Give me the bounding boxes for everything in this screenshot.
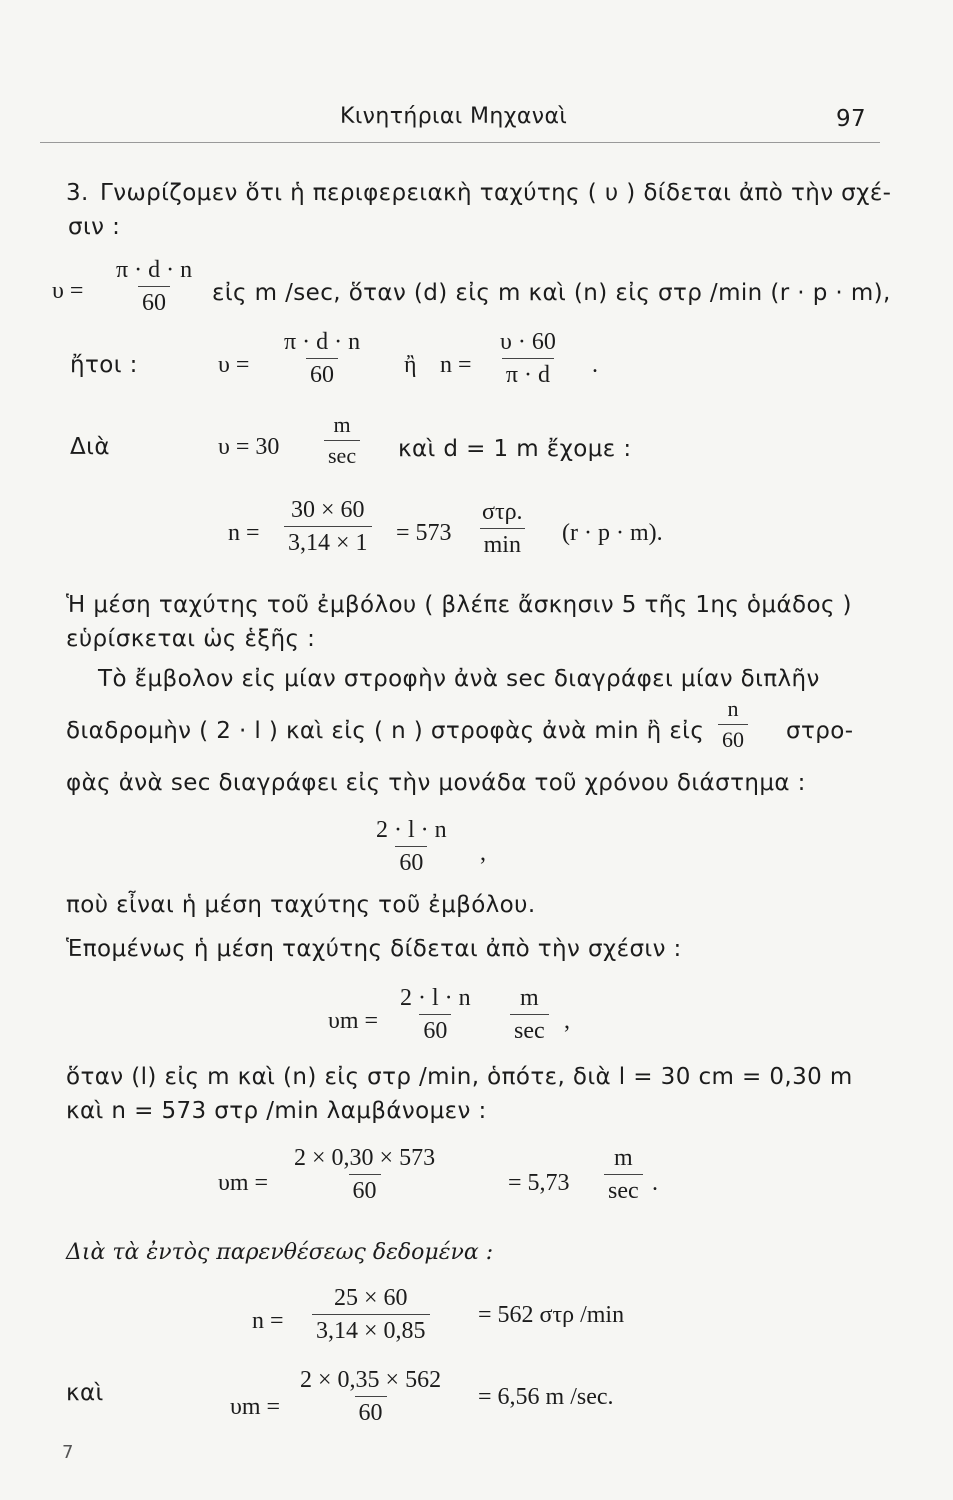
paragraph-line: εὑρίσκεται ὡς ἑξῆς : (66, 626, 316, 652)
fraction-numerator: m (333, 412, 351, 437)
paragraph-line: καὶ n = 573 στρ /min λαμβάνομεν : (66, 1098, 487, 1124)
formula-text: = 6,56 m /sec. (478, 1384, 614, 1410)
formula-text: (r · p · m). (562, 520, 663, 546)
formula-fraction (284, 498, 372, 555)
fraction-numerator: n (727, 696, 739, 721)
formula-text: = 562 στρ /min (478, 1302, 625, 1328)
formula-text: , (564, 1008, 570, 1034)
paragraph-line: Γνωρίζομεν ὅτι ἡ περιφερειακὴ ταχύτης ( υ ) δίδεται ἀπὸ τὴν σχέ- (100, 180, 892, 206)
formula-text: . (592, 352, 598, 378)
item-number: 3. (66, 180, 89, 206)
formula-fraction (296, 1368, 445, 1425)
formula-lhs: υ = 30 (218, 434, 280, 460)
formula-fraction (312, 1286, 430, 1343)
header-rule (40, 142, 880, 143)
formula-fraction (604, 1146, 643, 1203)
formula-text: = 573 (396, 520, 452, 546)
paragraph-line: διαδρομὴν ( 2 · l ) καὶ εἰς ( n ) στροφὰς ἀνὰ min ἢ εἰς (66, 718, 705, 744)
fraction-denominator: 60 (355, 1396, 387, 1425)
page-number: 97 (836, 106, 867, 132)
formula-lhs: n = (440, 352, 472, 378)
formula-lhs: n = (228, 520, 260, 546)
formula-fraction (372, 818, 451, 875)
formula-fraction (324, 414, 360, 467)
fraction-denominator: 60 (419, 1014, 451, 1043)
fraction-numerator: m (519, 985, 539, 1011)
fraction-numerator: 30 × 60 (291, 497, 365, 523)
fraction-numerator: π · d · n (116, 257, 193, 283)
formula-label: Διὰ (70, 434, 110, 460)
formula-fraction (396, 986, 475, 1043)
fraction-denominator: 60 (138, 286, 170, 315)
formula-text: , (480, 840, 486, 866)
formula-text: καὶ d = 1 m ἔχομε : (398, 436, 632, 462)
formula-fraction (496, 330, 560, 387)
formula-fraction (290, 1146, 439, 1203)
fraction-denominator: 3,14 × 0,85 (312, 1314, 430, 1343)
footer-mark: 7 (62, 1442, 74, 1463)
fraction-numerator: 25 × 60 (334, 1285, 408, 1311)
formula-text: = 5,73 (508, 1170, 570, 1196)
fraction-numerator: στρ. (482, 499, 523, 525)
fraction-numerator: 2 · l · n (376, 817, 447, 843)
formula-text: εἰς m /sec, ὅταν (d) εἰς m καὶ (n) εἰς στρ /min (r · p · m), (212, 280, 891, 306)
fraction-denominator: 60 (718, 724, 748, 751)
fraction-denominator: 3,14 × 1 (284, 526, 372, 555)
formula-lhs: υm = (230, 1394, 281, 1420)
fraction-numerator: υ · 60 (500, 329, 556, 355)
fraction-denominator: 60 (349, 1174, 381, 1203)
formula-fraction (718, 698, 748, 751)
fraction-numerator: 2 × 0,35 × 562 (300, 1367, 442, 1393)
formula-lhs: n = (252, 1308, 284, 1334)
formula-fraction (510, 986, 549, 1043)
formula-fraction (280, 330, 364, 387)
fraction-denominator: sec (604, 1174, 643, 1203)
fraction-numerator: 2 · l · n (400, 985, 471, 1011)
formula-lhs: υ = (218, 352, 250, 378)
fraction-numerator: π · d · n (284, 329, 361, 355)
formula-text: . (652, 1170, 658, 1196)
running-header: Κινητήριαι Μηχαναὶ (340, 104, 568, 129)
fraction-denominator: sec (324, 440, 360, 467)
paragraph-line: Ἡ μέση ταχύτης τοῦ ἐμβόλου ( βλέπε ἄσκησιν 5 τῆς 1ης ὁμάδος ) (66, 592, 852, 618)
formula-fraction (478, 500, 527, 557)
fraction-denominator: π · d (502, 358, 554, 387)
formula-label: καὶ (66, 1380, 104, 1406)
paragraph-line: ποὺ εἶναι ἡ μέση ταχύτης τοῦ ἐμβόλου. (66, 892, 536, 918)
formula-text: ἢ (404, 352, 417, 378)
paragraph-line: φὰς ἀνὰ sec διαγράφει εἰς τὴν μονάδα τοῦ χρόνου διάστημα : (66, 770, 806, 796)
formula-lhs: υm = (218, 1170, 269, 1196)
fraction-numerator: m (613, 1145, 633, 1171)
paragraph-line: Τὸ ἔμβολον εἰς μίαν στροφὴν ἀνὰ sec διαγράφει μίαν διπλῆν (98, 666, 820, 692)
formula-fraction (112, 258, 196, 315)
fraction-denominator: 60 (395, 846, 427, 875)
formula-label: ἤτοι : (70, 352, 138, 378)
fraction-denominator: sec (510, 1014, 549, 1043)
italic-note: Διὰ τὰ ἐντὸς παρενθέσεως δεδομένα : (66, 1240, 494, 1265)
fraction-denominator: 60 (306, 358, 338, 387)
fraction-denominator: min (480, 528, 525, 557)
fraction-numerator: 2 × 0,30 × 573 (294, 1145, 436, 1171)
paragraph-line: στρο- (786, 718, 854, 744)
formula-lhs: υm = (328, 1008, 379, 1034)
formula-lhs: υ = (52, 278, 84, 304)
paragraph-line: σιν : (68, 214, 121, 240)
paragraph-line: Ἑπομένως ἡ μέση ταχύτης δίδεται ἀπὸ τὴν σχέσιν : (66, 936, 682, 962)
paragraph-line: ὅταν (l) εἰς m καὶ (n) εἰς στρ /min, ὁπότε, διὰ l = 30 cm = 0,30 m (66, 1064, 853, 1090)
